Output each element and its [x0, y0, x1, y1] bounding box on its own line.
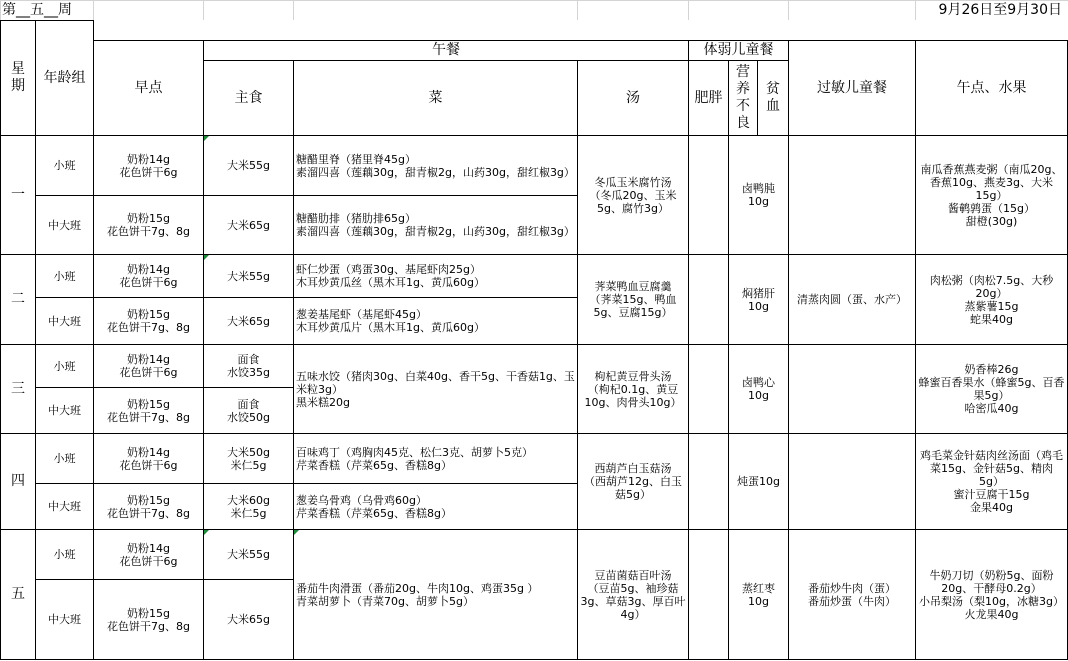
table-row: [1, 345, 1068, 388]
age-group-cell: 中大班: [36, 196, 94, 255]
table-row: [1, 434, 1068, 484]
afternoon-cell: 鸡毛菜金针菇肉丝汤面（鸡毛菜15g、金针菇5g、精肉5g） 蜜汁豆腐干15g 金果40g: [916, 434, 1068, 530]
dish-cell: 糖醋里脊（猪里脊45g） 素溜四喜（莲藕30g，甜青椒2g，山药30g，甜红椒3g）: [294, 136, 578, 196]
dish-cell: 葱姜基尾虾（基尾虾45g） 木耳炒黄瓜片（黑木耳1g、黄瓜60g）: [294, 298, 578, 345]
menu-table: [0, 20, 1068, 660]
header-malnutrition: 营养不良: [729, 61, 758, 136]
afternoon-cell: 牛奶刀切（奶粉5g、面粉20g、干酵母0.2g） 小吊梨汤（梨10g，冰糖3g） 火龙果40g: [916, 530, 1068, 660]
dish-cell: 番茄牛肉滑蛋（番茄20g、牛肉10g、鸡蛋35g ） 青菜胡萝卜（青菜70g、胡萝卜5g）: [294, 530, 578, 660]
header-weekday: 星期: [1, 21, 36, 136]
table-row: [1, 530, 1068, 580]
staple-cell: 大米65g: [204, 580, 294, 660]
allergy-cell: 清蒸肉圆（蛋、水产）: [789, 255, 916, 345]
malnutrition-anemia-cell: 卤鸭肫 10g: [729, 136, 789, 255]
staple-cell: 面食 水饺35g: [204, 345, 294, 388]
age-group-cell: 中大班: [36, 580, 94, 660]
breakfast-cell: 奶粉15g 花色饼干7g、8g: [94, 580, 204, 660]
age-group-cell: 小班: [36, 530, 94, 580]
header-lunch: 午餐: [204, 41, 689, 61]
header-soup: 汤: [578, 61, 689, 136]
allergy-cell: [789, 136, 916, 255]
breakfast-cell: 奶粉14g 花色饼干6g: [94, 434, 204, 484]
afternoon-cell: 南瓜香蕉燕麦粥（南瓜20g、香蕉10g、燕麦3g、大米15g） 酱鹌鹑蛋（15g） 甜橙(30g): [916, 136, 1068, 255]
age-group-cell: 中大班: [36, 298, 94, 345]
staple-cell: 大米55g: [204, 136, 294, 196]
dish-cell: 葱姜乌骨鸡（乌骨鸡60g） 芹菜香糕（芹菜65g、香糕8g）: [294, 484, 578, 530]
date-range: 9月26日至9月30日: [938, 2, 1062, 18]
header-age-group: 年龄组: [36, 21, 94, 136]
breakfast-cell: 奶粉15g 花色饼干7g、8g: [94, 196, 204, 255]
breakfast-cell: 奶粉15g 花色饼干7g、8g: [94, 298, 204, 345]
obese-cell: [689, 434, 729, 530]
soup-cell: 西葫芦白玉菇汤 （西葫芦12g、白玉菇5g）: [578, 434, 689, 530]
breakfast-cell: 奶粉14g 花色饼干6g: [94, 136, 204, 196]
gridline: [293, 0, 294, 20]
weekday-cell: 五: [1, 530, 36, 660]
afternoon-cell: 奶香棒26g 蜂蜜百香果水（蜂蜜5g、百香果5g） 哈密瓜40g: [916, 345, 1068, 434]
header-allergy-meal: 过敏儿童餐: [789, 41, 916, 136]
gridline: [0, 0, 1, 20]
breakfast-cell: 奶粉14g 花色饼干6g: [94, 345, 204, 388]
age-group-cell: 小班: [36, 345, 94, 388]
obese-cell: [689, 255, 729, 345]
malnutrition-anemia-cell: 焖猪肝 10g: [729, 255, 789, 345]
breakfast-cell: 奶粉15g 花色饼干7g、8g: [94, 484, 204, 530]
soup-cell: 豆苗菌菇百叶汤 （豆苗5g、袖珍菇3g、草菇3g、厚百叶4g）: [578, 530, 689, 660]
gridline: [788, 0, 789, 20]
breakfast-cell: 奶粉14g 花色饼干6g: [94, 530, 204, 580]
gridline: [93, 0, 94, 20]
age-group-cell: 中大班: [36, 388, 94, 434]
header-row: [1, 41, 1068, 61]
header-weak-children-meal: 体弱儿童餐: [689, 41, 789, 61]
gridline: [688, 0, 689, 20]
staple-cell: 大米65g: [204, 196, 294, 255]
table-row: [1, 136, 1068, 196]
gridline: [915, 0, 916, 20]
malnutrition-anemia-cell: 卤鸭心 10g: [729, 345, 789, 434]
header-spacer: [94, 21, 1068, 41]
allergy-cell: 番茄炒牛肉（蛋） 番茄炒蛋（牛肉）: [789, 530, 916, 660]
weekday-cell: 一: [1, 136, 36, 255]
age-group-cell: 中大班: [36, 484, 94, 530]
obese-cell: [689, 345, 729, 434]
week-label: 第__五__周: [2, 2, 72, 18]
header-afternoon-fruit: 午点、水果: [916, 41, 1068, 136]
breakfast-cell: 奶粉14g 花色饼干6g: [94, 255, 204, 298]
gridline: [203, 0, 204, 20]
table-row: [1, 255, 1068, 298]
header-breakfast: 早点: [94, 41, 204, 136]
dish-cell: 糖醋肋排（猪肋排65g） 素溜四喜（莲藕30g，甜青椒2g，山药30g，甜红椒3g）: [294, 196, 578, 255]
allergy-cell: [789, 345, 916, 434]
afternoon-cell: 肉松粥（肉松7.5g、大秒20g） 蒸紫薯15g 蛇果40g: [916, 255, 1068, 345]
breakfast-cell: 奶粉15g 花色饼干7g、8g: [94, 388, 204, 434]
allergy-cell: [789, 434, 916, 530]
weekday-cell: 四: [1, 434, 36, 530]
staple-cell: 大米60g 米仁5g: [204, 484, 294, 530]
gridline: [577, 0, 578, 20]
dish-cell: 五味水饺（猪肉30g、白菜40g、香干5g、干香菇1g、玉米粒3g） 黑米糕20g: [294, 345, 578, 434]
header-anemia: 贫血: [758, 61, 789, 136]
soup-cell: 荠菜鸭血豆腐羹 （荠菜15g、鸭血5g、豆腐15g）: [578, 255, 689, 345]
header-dish: 菜: [294, 61, 578, 136]
staple-cell: 大米55g: [204, 530, 294, 580]
staple-cell: 大米50g 米仁5g: [204, 434, 294, 484]
obese-cell: [689, 136, 729, 255]
soup-cell: 冬瓜玉米腐竹汤 （冬瓜20g、玉米5g、腐竹3g）: [578, 136, 689, 255]
staple-cell: 大米65g: [204, 298, 294, 345]
staple-cell: 大米55g: [204, 255, 294, 298]
weekday-cell: 三: [1, 345, 36, 434]
gridline: [0, 0, 1068, 1]
dish-cell: 百味鸡丁（鸡胸肉45克、松仁3克、胡萝卜5克） 芹菜香糕（芹菜65g、香糕8g）: [294, 434, 578, 484]
malnutrition-anemia-cell: 蒸红枣 10g: [729, 530, 789, 660]
weekday-cell: 二: [1, 255, 36, 345]
header-obese: 肥胖: [689, 61, 729, 136]
age-group-cell: 小班: [36, 136, 94, 196]
malnutrition-anemia-cell: 炖蛋10g: [729, 434, 789, 530]
obese-cell: [689, 530, 729, 660]
soup-cell: 枸杞黄豆骨头汤 （枸杞0.1g、黄豆10g、肉骨头10g）: [578, 345, 689, 434]
header-row: [1, 21, 1068, 41]
staple-cell: 面食 水饺50g: [204, 388, 294, 434]
dish-cell: 虾仁炒蛋（鸡蛋30g、基尾虾肉25g） 木耳炒黄瓜丝（黑木耳1g、黄瓜60g）: [294, 255, 578, 298]
age-group-cell: 小班: [36, 434, 94, 484]
header-staple: 主食: [204, 61, 294, 136]
age-group-cell: 小班: [36, 255, 94, 298]
